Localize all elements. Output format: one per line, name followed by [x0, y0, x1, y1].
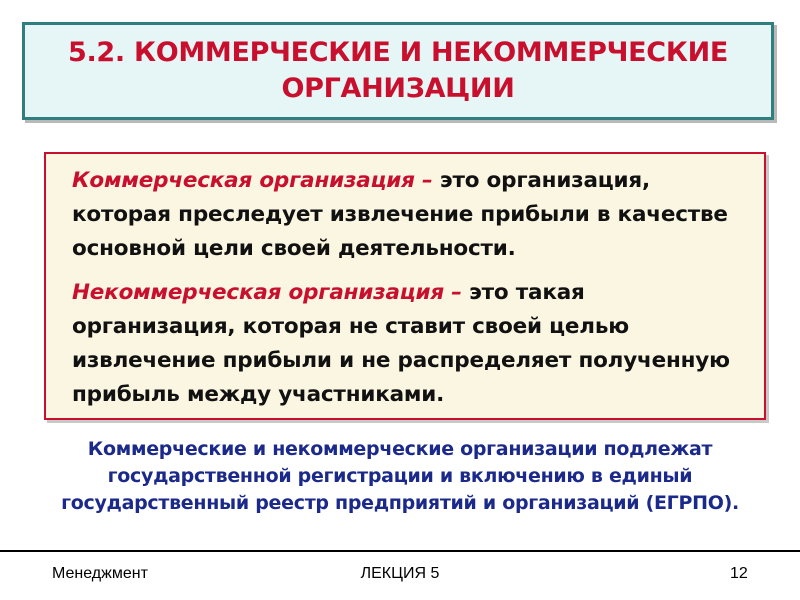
- footer-divider: [0, 550, 800, 552]
- commercial-term: Коммерческая организация –: [72, 168, 433, 193]
- registration-note: [10, 436, 790, 517]
- noncommercial-definition: [72, 276, 746, 412]
- noncommercial-term: Некоммерческая организация –: [72, 280, 462, 305]
- definitions-box: [44, 152, 766, 420]
- registration-note-line-1: Коммерческие и некоммерческие организации подлежат: [87, 438, 713, 460]
- footer-course: Менеджмент: [52, 565, 148, 582]
- noncommercial-definition-text: это такая организация, которая не ставит своей целью извлечение прибыли и не распределяет полученную прибыль между участниками.: [72, 280, 730, 407]
- commercial-definition-text: это организация, которая преследует извлечение прибыли в качестве основной цели своей деятельности.: [72, 168, 728, 261]
- page-number: 12: [730, 565, 748, 582]
- slide-title-line-2: ОРГАНИЗАЦИИ: [281, 73, 515, 104]
- commercial-definition: [72, 164, 746, 266]
- registration-note-line-2: государственной регистрации и включению в единый: [107, 465, 693, 487]
- registration-note-line-3: государственный реестр предприятий и организаций (ЕГРПО).: [61, 492, 739, 514]
- slide-title-line-1: 5.2. КОММЕРЧЕСКИЕ И НЕКОММЕРЧЕСКИЕ: [67, 37, 729, 68]
- title-box: [22, 22, 774, 120]
- footer-lecture: ЛЕКЦИЯ 5: [360, 565, 440, 582]
